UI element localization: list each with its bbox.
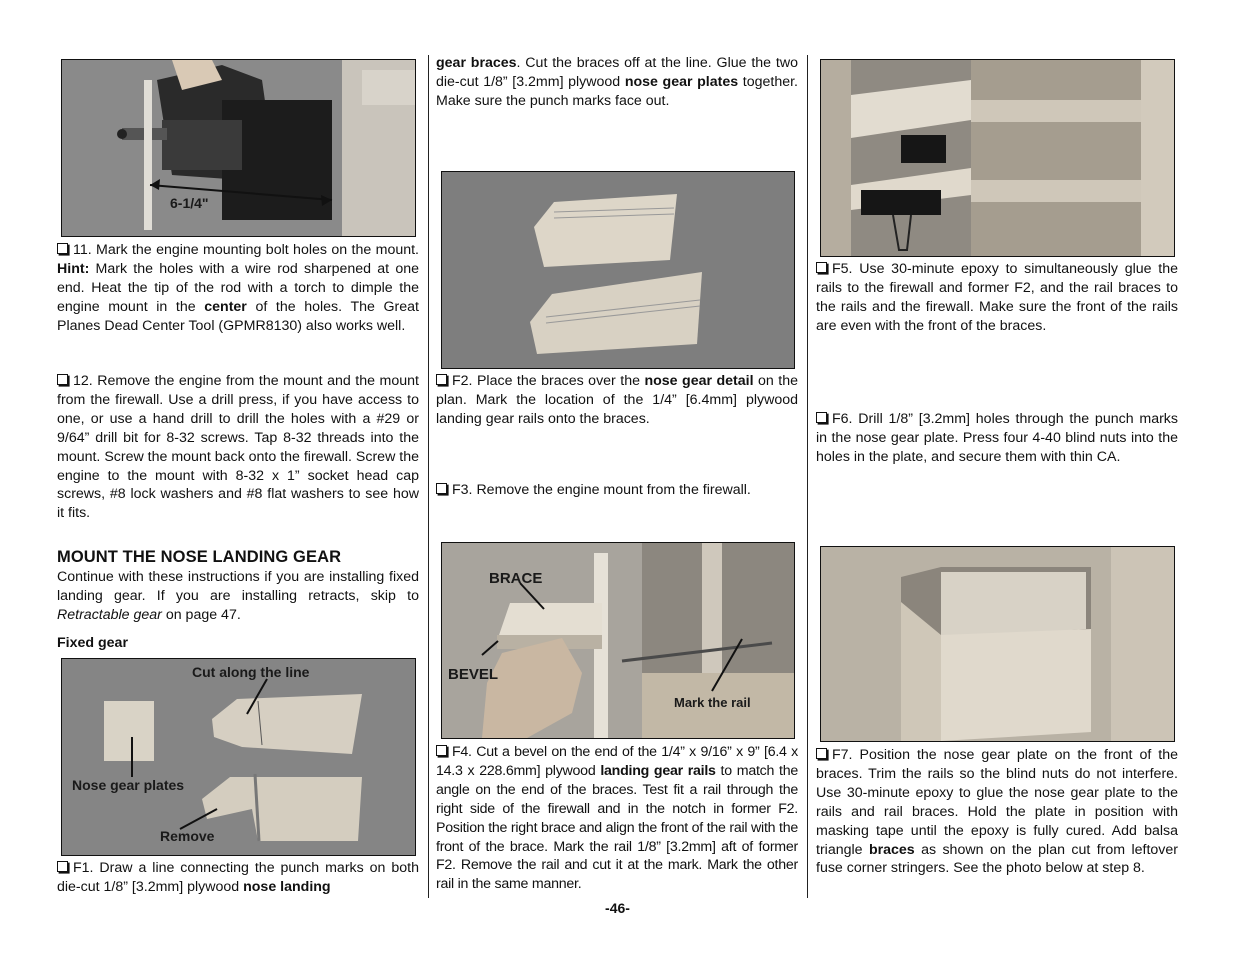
checkbox-icon[interactable] <box>436 374 447 385</box>
step-f2-text: F2. Place the braces over the nose gear detail on the plan. Mark the location of the 1/4” [6.4mm] plywood landing gear rails onto the braces. <box>436 373 798 427</box>
brace-label: BRACE <box>489 570 543 587</box>
step-12-text: 12. Remove the engine from the mount and the mount from the firewall. Use a drill press, if you have access to one, or use a hand drill to drill the holes with a #29 or 9/64” drill bit for 8-32 screws. Tap 8-32 threads into the mount. Screw the mount back onto the firewall. Screw the engine to the mount with 8-32 x 1” socket head cap screws, #8 lock washers and #8 flat washers to see how it fits. <box>57 373 419 522</box>
step-f4-text: F4. Cut a bevel on the end of the 1/4” x 9/16” x 9” [6.4 x 14.3 x 228.6mm] plywood landing gear rails to match the angle on the end of the braces. Test fit a rail through the right side of the firewall and in the notch in former F2. Position the right brace and align the front of the rail with the front of the brace. Mark the rail 1/8” [3.2mm] aft of former F2. Remove the rail and cut it at the mark. Mark the other rail in the same manner. <box>436 744 798 893</box>
checkbox-icon[interactable] <box>57 374 68 385</box>
step-11-text: 11. Mark the engine mounting bolt holes on the mount. Hint: Mark the holes with a wire rod sharpened at one end. Heat the tip of the rod with a torch to dimple the engine mount in the center of the holes. The Great Planes Dead Center Tool (GPMR8130) also works well. <box>57 242 419 334</box>
column-divider-1 <box>428 55 429 898</box>
checkbox-icon[interactable] <box>436 745 447 756</box>
cut-line-label: Cut along the line <box>192 664 310 680</box>
step-f1-text: F1. Draw a line connecting the punch marks on both die-cut 1/8” [3.2mm] plywood nose landing <box>57 860 419 895</box>
step-f5-text: F5. Use 30-minute epoxy to simultaneously glue the rails to the firewall and former F2, and the rail braces to the rails and the firewall. Make sure the front of the rails are even with the front of the braces. <box>816 261 1178 334</box>
nose-gear-plate-photo <box>820 546 1175 742</box>
step-f6-text: F6. Drill 1/8” [3.2mm] holes through the punch marks in the nose gear plate. Press four 4-40 blind nuts into the holes in the plate, and secure them with thin CA. <box>816 411 1178 465</box>
section-heading: MOUNT THE NOSE LANDING GEAR <box>57 548 342 566</box>
subheading-fixed-gear: Fixed gear <box>57 634 128 651</box>
remove-label: Remove <box>160 828 215 844</box>
nose-plates-label: Nose gear plates <box>72 777 185 793</box>
step-f1-continued: gear braces. Cut the braces off at the line. Glue the two die-cut 1/8” [3.2mm] plywood nose gear plates together. Make sure the punch marks face out. <box>436 55 798 109</box>
rail-bevel-photo <box>441 542 795 739</box>
column-divider-2 <box>807 55 808 898</box>
mark-rail-label: Mark the rail <box>674 695 751 710</box>
bevel-label: BEVEL <box>448 666 499 683</box>
checkbox-icon[interactable] <box>436 483 447 494</box>
intro-text: Continue with these instructions if you are installing fixed landing gear. If you are installing retracts, skip to Retractable gear on page 47. <box>57 569 419 623</box>
step-f7-text: F7. Position the nose gear plate on the front of the braces. Trim the rails so the blind nuts do not interfere. Use 30-minute epoxy to glue the nose gear plate to the rails and rail braces. Hold the plate in position with masking tape until the epoxy is fully cured. Add balsa triangle braces as shown on the plan cut from leftover fuse corner stringers. See the photo below at step 8. <box>816 747 1178 877</box>
checkbox-icon[interactable] <box>57 861 68 872</box>
engine-mount-photo <box>61 59 416 237</box>
rail-braces-photo <box>820 59 1175 257</box>
checkbox-icon[interactable] <box>57 243 68 254</box>
nose-gear-plates-photo <box>61 658 416 856</box>
step-f3-text: F3. Remove the engine mount from the firewall. <box>436 481 798 500</box>
engine-dim-label: 6-1/4" <box>170 195 209 211</box>
checkbox-icon[interactable] <box>816 262 827 273</box>
braces-photo <box>441 171 795 369</box>
page-number: -46- <box>605 900 630 916</box>
checkbox-icon[interactable] <box>816 748 827 759</box>
checkbox-icon[interactable] <box>816 412 827 423</box>
